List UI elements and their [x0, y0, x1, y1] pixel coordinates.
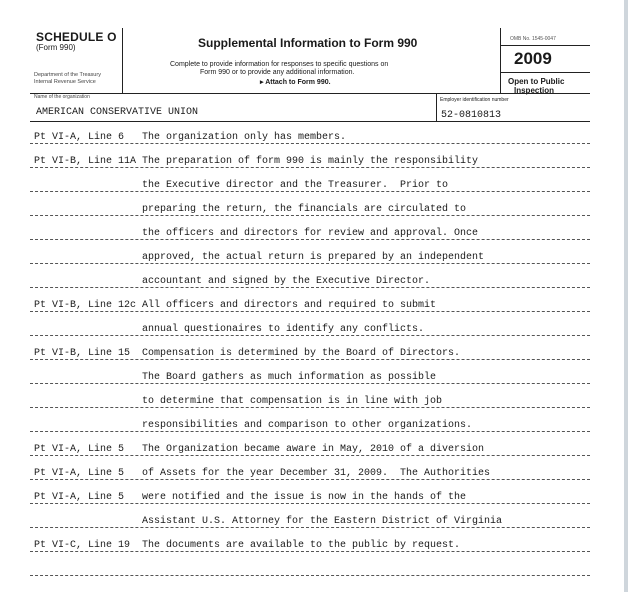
omb-divider [500, 45, 590, 46]
line-text: The organization only has members. [142, 132, 347, 143]
text-line [30, 484, 590, 508]
line-reference: Pt VI-B, Line 11A [34, 156, 137, 167]
line-reference: Pt VI-A, Line 5 [34, 444, 125, 455]
schedule-form: (Form 990) [36, 43, 76, 52]
instruction-line-1: Complete to provide information for responses to specific questions on [170, 61, 389, 68]
line-text: Assistant U.S. Attorney for the Eastern District of Virginia [142, 516, 503, 527]
text-line [30, 340, 590, 364]
line-text: The Board gathers as much information as possible [142, 372, 437, 383]
line-text: The documents are available to the public by request. [142, 540, 461, 551]
open-to-public-label: Open to Public [508, 77, 565, 86]
text-line [30, 364, 590, 388]
line-text: The preparation of form 990 is mainly the responsibility [142, 156, 479, 167]
line-text: All officers and directors and required to submit [142, 300, 437, 311]
line-text: The Organization became aware in May, 2010 of a diversion [142, 444, 485, 455]
department-line-1: Department of the Treasury [34, 72, 101, 78]
text-line [30, 220, 590, 244]
line-reference: Pt VI-A, Line 5 [34, 468, 125, 479]
line-reference: Pt VI-A, Line 6 [34, 132, 125, 143]
line-reference: Pt VI-B, Line 15 [34, 348, 131, 359]
line-text: approved, the actual return is prepared by an independent [142, 252, 485, 263]
inspection-label: Inspection [514, 86, 555, 95]
header-bottom-rule [30, 93, 590, 94]
header-divider-left [122, 28, 123, 93]
instruction-line-2: Form 990 or to provide any additional information. [200, 69, 355, 76]
text-line [30, 124, 590, 148]
ein-value: 52-0810813 [441, 110, 502, 121]
text-line [30, 556, 590, 580]
year-divider [500, 72, 590, 73]
text-line [30, 460, 590, 484]
text-line [30, 172, 590, 196]
text-line [30, 412, 590, 436]
text-line [30, 268, 590, 292]
line-text: preparing the return, the financials are circulated to [142, 204, 467, 215]
omb-number: OMB No. 1545-0047 [510, 36, 556, 42]
text-line [30, 316, 590, 340]
line-text: were notified and the issue is now in the hands of the [142, 492, 467, 503]
department-line-2: Internal Revenue Service [34, 79, 96, 85]
org-bottom-rule [30, 121, 590, 122]
line-text: of Assets for the year December 31, 2009. The Authorities [142, 468, 491, 479]
org-name-label: Name of the organization [34, 94, 90, 100]
instruction-line-3: ▸ Attach to Form 990. [260, 79, 331, 86]
line-reference: Pt VI-A, Line 5 [34, 492, 125, 503]
text-line [30, 388, 590, 412]
text-line [30, 244, 590, 268]
org-name: AMERICAN CONSERVATIVE UNION [36, 107, 199, 118]
schedule-title: SCHEDULE O [36, 30, 117, 44]
line-reference: Pt VI-B, Line 12c [34, 300, 137, 311]
line-text: the Executive director and the Treasurer. Prior to [142, 180, 449, 191]
line-text: Compensation is determined by the Board of Directors. [142, 348, 461, 359]
text-line [30, 148, 590, 172]
header-divider-right [500, 28, 501, 93]
line-text: to determine that compensation is in line with job [142, 396, 443, 407]
text-line [30, 532, 590, 556]
text-line [30, 508, 590, 532]
line-text: accountant and signed by the Executive Director. [142, 276, 431, 287]
ein-label: Employer identification number [440, 97, 509, 103]
text-line [30, 196, 590, 220]
tax-year: 2009 [514, 49, 552, 68]
ein-divider [436, 93, 437, 121]
line-text: responsibilities and comparison to other organizations. [142, 420, 473, 431]
text-line [30, 436, 590, 460]
line-reference: Pt VI-C, Line 19 [34, 540, 131, 551]
line-text: annual questionaires to identify any conflicts. [142, 324, 425, 335]
text-line [30, 292, 590, 316]
line-text: the officers and directors for review and approval. Once [142, 228, 479, 239]
form-title: Supplemental Information to Form 990 [198, 36, 418, 50]
